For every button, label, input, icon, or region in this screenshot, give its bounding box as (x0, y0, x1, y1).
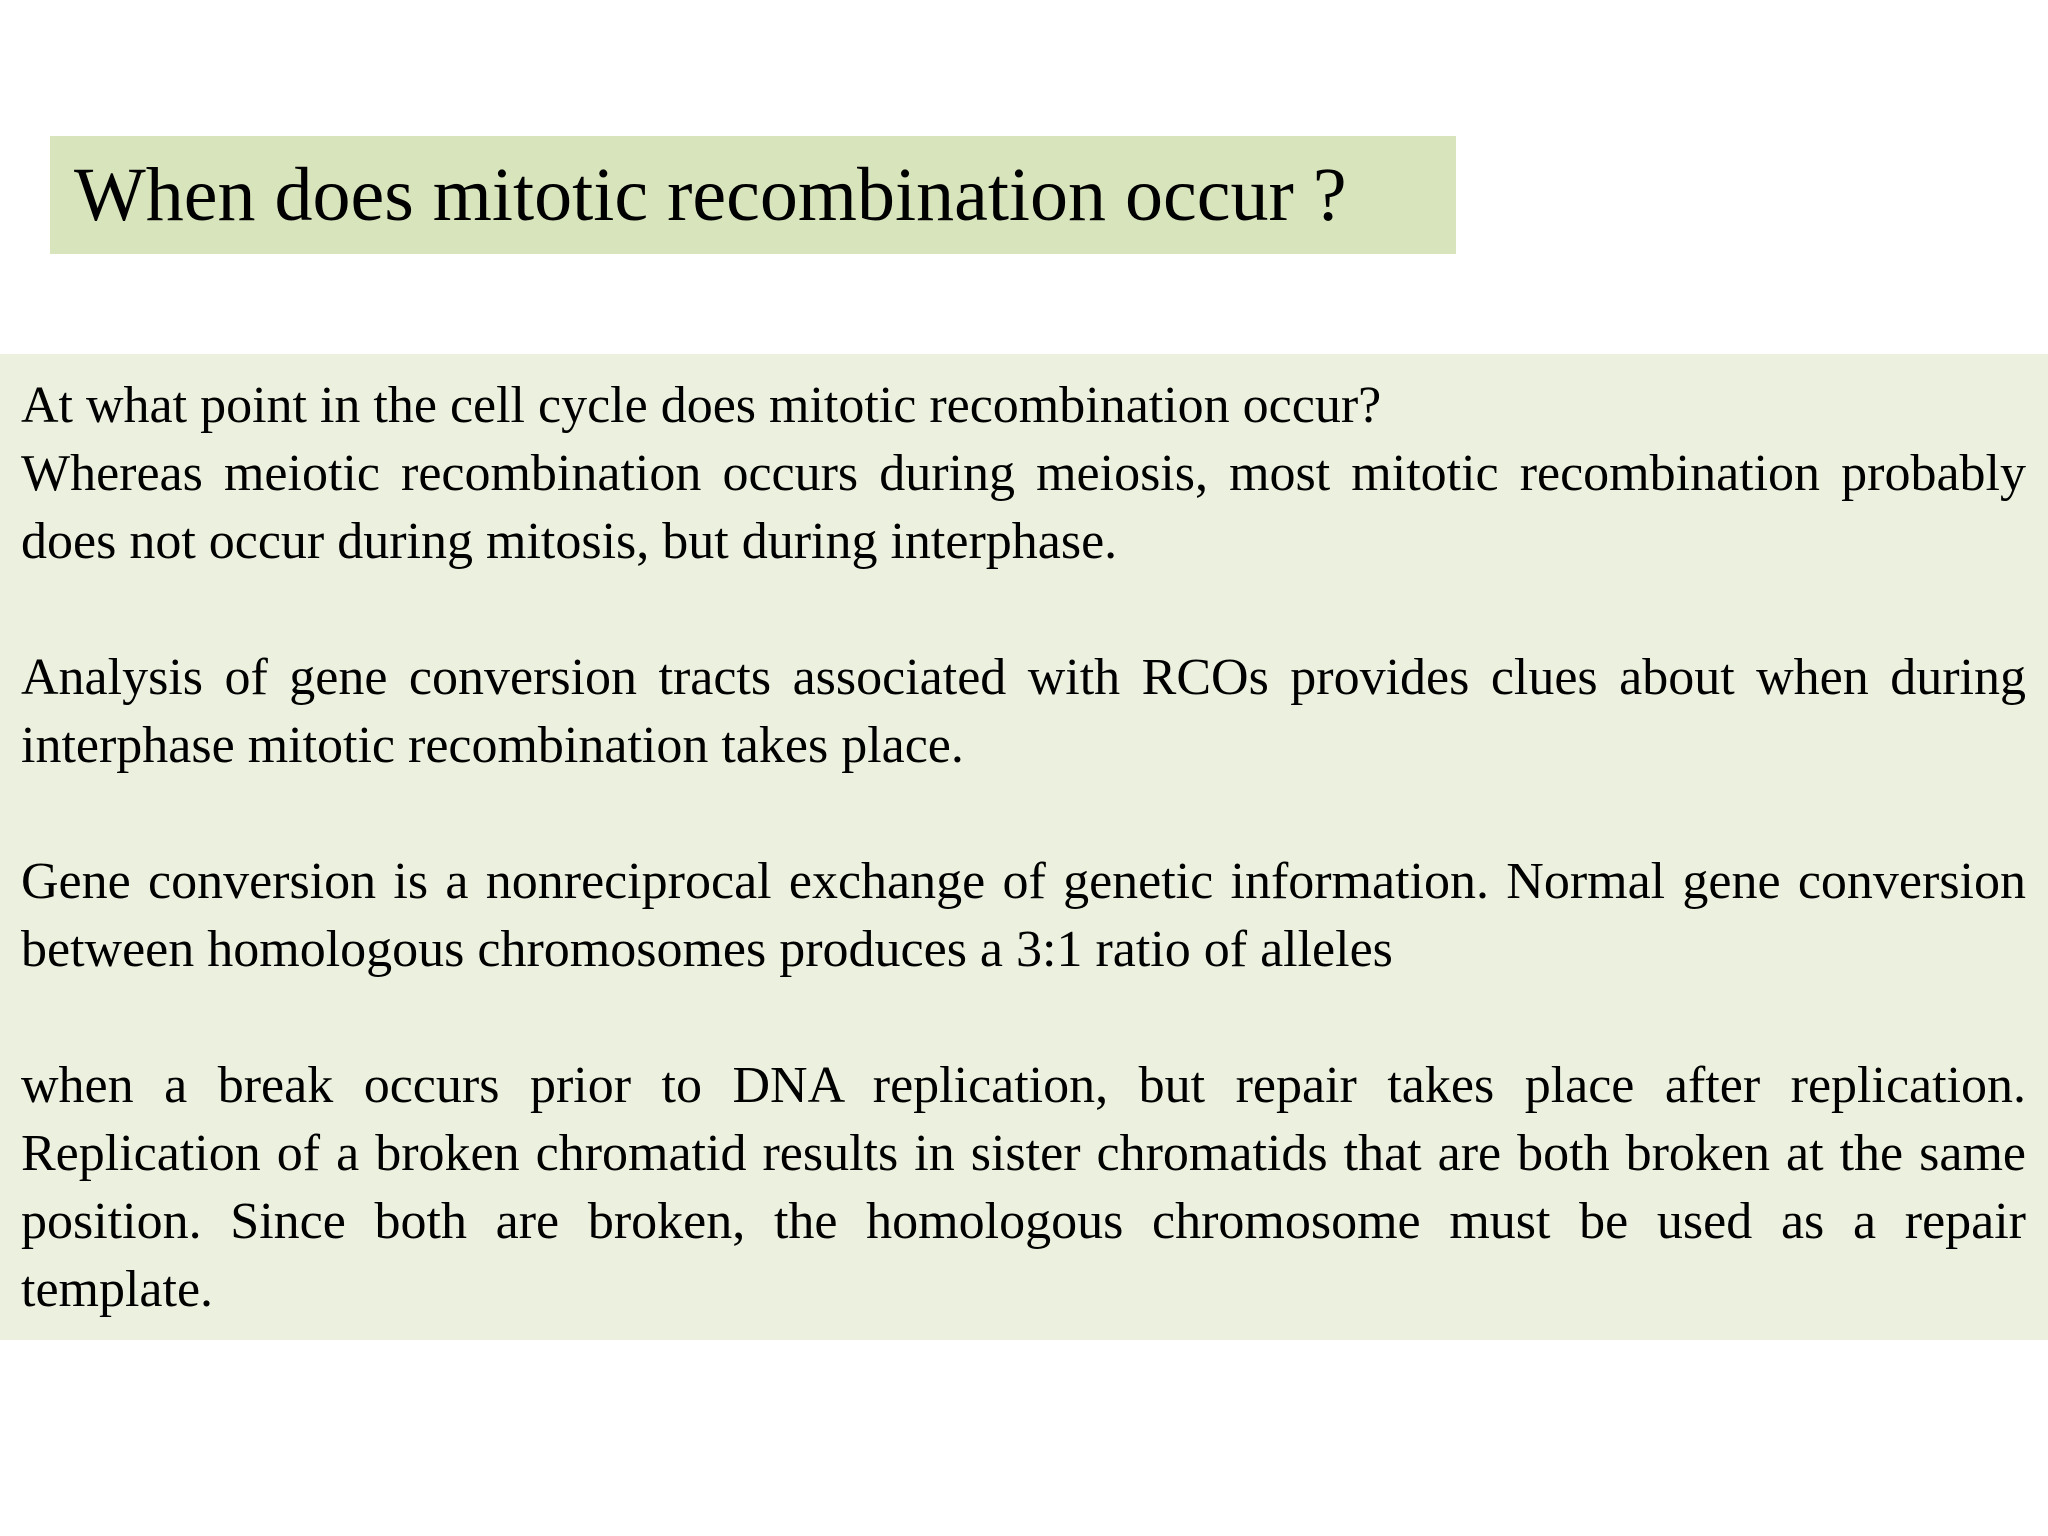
paragraph-break-repair: when a break occurs prior to DNA replication, but repair takes place after replication. Replication of a broken chromatid results in sister chromatids that are both broken at the same position. Since both are broken, the homologous chromosome must be used as a repair template. (21, 1057, 2026, 1318)
paragraph-gene-conversion-tracts: Analysis of gene conversion tracts associated with RCOs provides clues about when during interphase mitotic recombination takes place. (21, 649, 2026, 774)
paragraph-text: Whereas meiotic recombination occurs during meiosis, most mitotic recombination probably does not occur during mitosis, but during interphase. (21, 445, 2026, 570)
question-line: At what point in the cell cycle does mitotic recombination occur? (21, 377, 1382, 434)
paragraph-cell-cycle (21, 372, 2026, 576)
slide-body (0, 354, 2048, 1340)
slide-title: When does mitotic recombination occur ? (74, 153, 1347, 237)
paragraph-gene-conversion-definition: Gene conversion is a nonreciprocal exchange of genetic information. Normal gene conversion between homologous chromosomes produces a 3:1 ratio of alleles (21, 853, 2026, 978)
slide-title-box (50, 136, 1456, 254)
